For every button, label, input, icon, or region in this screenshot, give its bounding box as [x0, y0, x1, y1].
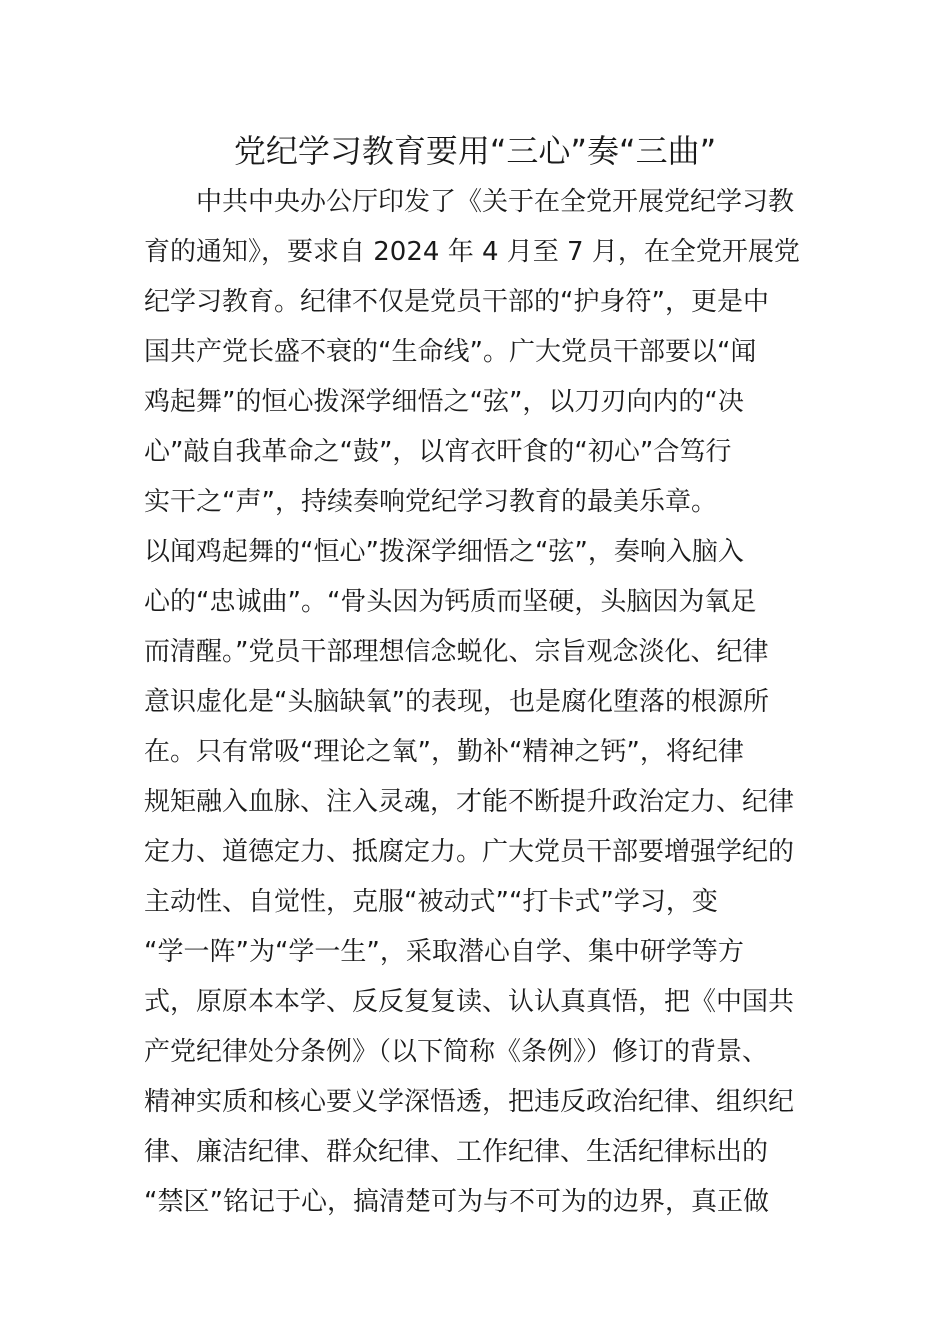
- body-line: 心的“忠诚曲”。“骨头因为钙质而坚硬，头脑因为氧足: [144, 587, 757, 617]
- body-line: 主动性、自觉性，克服“被动式”“打卡式”学习，变: [144, 887, 718, 917]
- body-line: 心”敲自我革命之“鼓”，以宵衣旰食的“初心”合笃行: [144, 437, 732, 467]
- body-line: 实干之“声”，持续奏响党纪学习教育的最美乐章。: [144, 487, 717, 517]
- body-line: 精神实质和核心要义学深悟透，把违反政治纪律、组织纪: [144, 1087, 795, 1117]
- document-title: 党纪学习教育要用“三心”奏“三曲”: [233, 132, 717, 170]
- body-line: 式，原原本本学、反反复复读、认认真真悟，把《中国共: [144, 987, 795, 1017]
- body-line: 在。只有常吸“理论之氧”，勤补“精神之钙”，将纪律: [144, 737, 744, 767]
- body-line: 纪学习教育。纪律不仅是党员干部的“护身符”，更是中: [144, 287, 769, 317]
- body-line: 国共产党长盛不衰的“生命线”。广大党员干部要以“闻: [144, 337, 757, 367]
- body-line: 中共中央办公厅印发了《关于在全党开展党纪学习教: [144, 187, 795, 217]
- body-line: 而清醒。”党员干部理想信念蜕化、宗旨观念淡化、纪律: [144, 637, 769, 667]
- body-line: 育的通知》，要求自 2024 年 4 月至 7 月，在全党开展党: [144, 237, 800, 267]
- body-line: 定力、道德定力、抵腐定力。广大党员干部要增强学纪的: [144, 837, 795, 867]
- body-line: 鸡起舞”的恒心拨深学细悟之“弦”，以刀刃向内的“决: [144, 387, 744, 417]
- body-line: 意识虚化是“头脑缺氧”的表现，也是腐化堕落的根源所: [144, 687, 769, 717]
- body-line: 律、廉洁纪律、群众纪律、工作纪律、生活纪律标出的: [144, 1137, 769, 1167]
- body-line: 产党纪律处分条例》（以下简称《条例》）修订的背景、: [144, 1037, 769, 1067]
- body-line: “禁区”铭记于心，搞清楚可为与不可为的边界，真正做: [144, 1187, 769, 1217]
- body-line: 规矩融入血脉、注入灵魂，才能不断提升政治定力、纪律: [144, 787, 795, 817]
- body-line: “学一阵”为“学一生”，采取潜心自学、集中研学等方: [144, 937, 744, 967]
- body-line: 以闻鸡起舞的“恒心”拨深学细悟之“弦”，奏响入脑入: [144, 537, 744, 567]
